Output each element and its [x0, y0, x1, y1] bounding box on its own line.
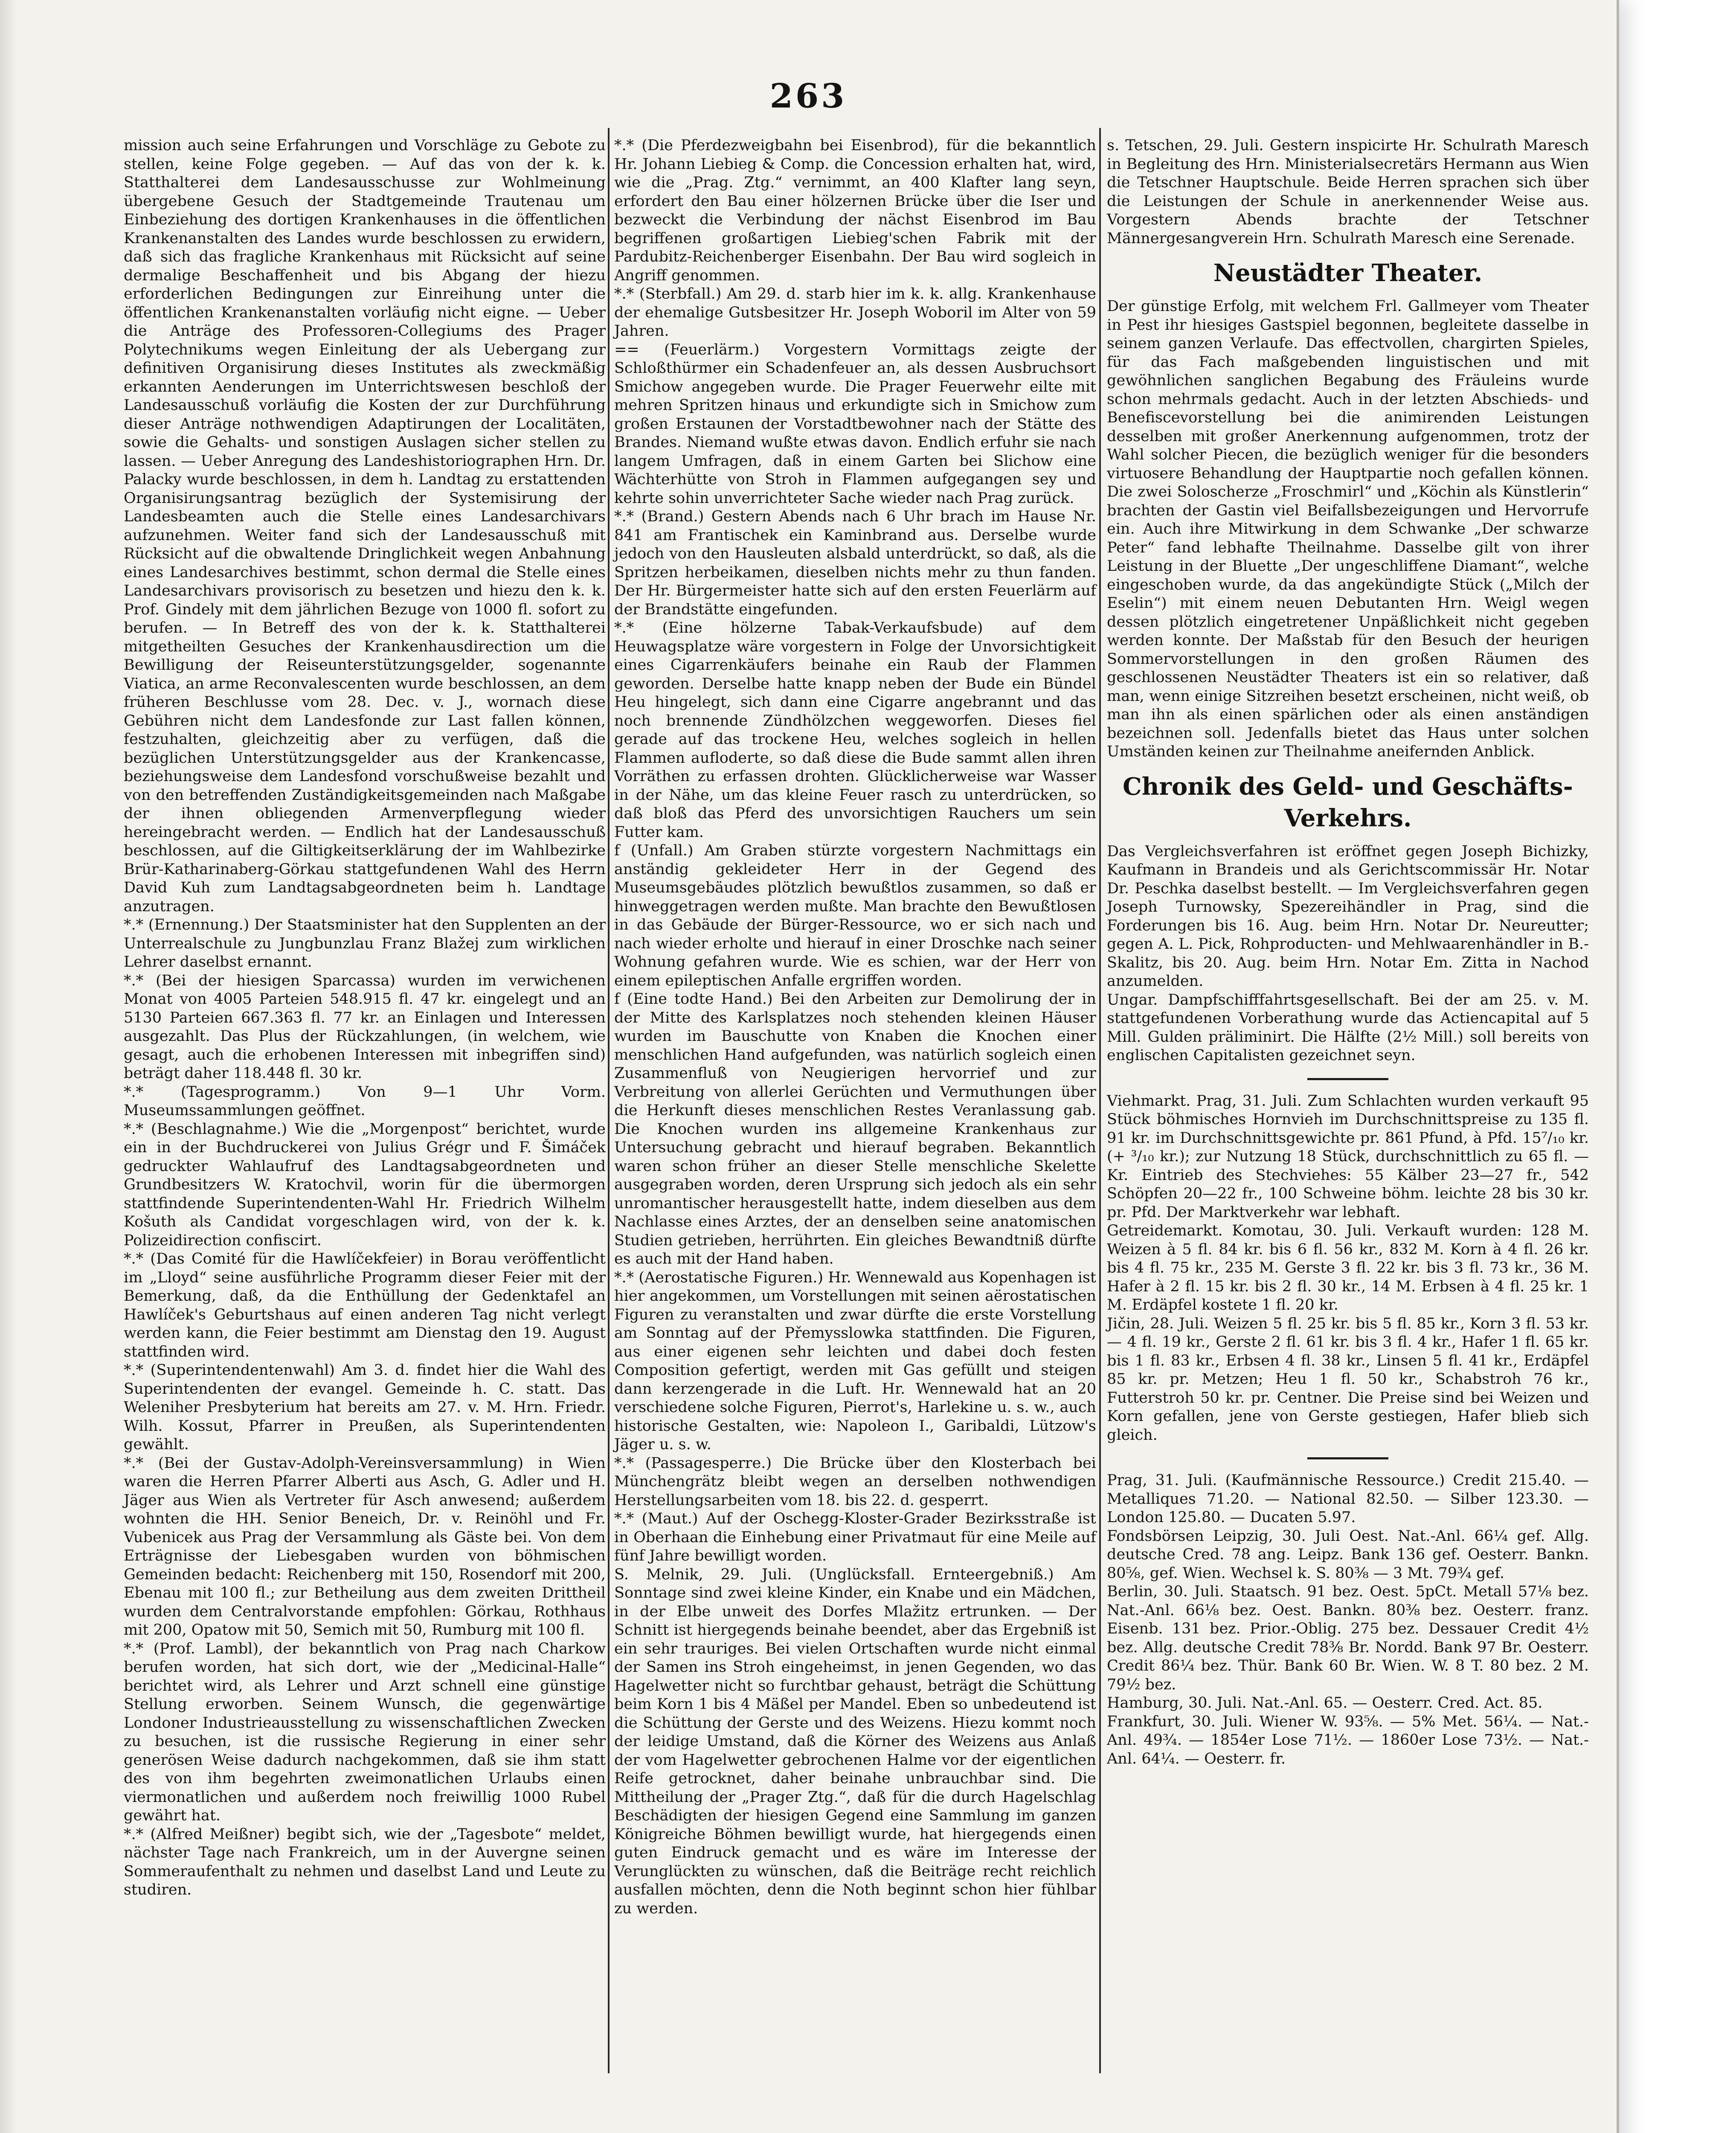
- separator-rule: [1307, 1457, 1388, 1459]
- article-paragraph: *.* (Superintendentenwahl) Am 3. d. findet hier die Wahl des Superintendenten der evangel. Gemeinde h. C. statt. Das Weleniher Presbyterium hat bereits am 27. v. M. Hrn. Friedr. Wilh. Kossut, Pfarrer in Preußen, als Superintendenten gewählt.: [124, 1362, 606, 1453]
- column-2: [614, 137, 1096, 1918]
- exchange-report: Hamburg, 30. Juli. Nat.-Anl. 65. — Oesterr. Cred. Act. 85.: [1107, 1694, 1543, 1712]
- page-edge-shadow: [0, 0, 17, 2133]
- exchange-report: Prag, 31. Juli. (Kaufmännische Ressource.) Credit 215.40. — Metalliques 71.20. — National 82.50. — Silber 123.30. — London 125.80. — Ducaten 5.97.: [1107, 1472, 1589, 1526]
- article-paragraph: *.* (Die Pferdezweigbahn bei Eisenbrod), für die bekanntlich Hr. Johann Liebieg & Comp. die Concession erhalten hat, wird, wie die „Prag. Ztg.“ vernimmt, an 400 Klafter lang seyn, erfordert den Bau einer hölzernen Brücke über die Iser und bezweckt die Verbindung der nächst Eisenbrod im Bau begriffenen großartigen Liebieg'schen Fabrik mit der Pardubitz-Reichenberger Eisenbahn. Der Bau wird sogleich in Angriff genommen.: [614, 137, 1096, 284]
- market-report: Viehmarkt. Prag, 31. Juli. Zum Schlachten wurden verkauft 95 Stück böhmisches Hornvieh im Durchschnittspreise zu 135 fl. 91 kr. im Durchschnittsgewichte pr. 861 Pfund, à Pfd. 15⁷/₁₀ kr. (+ ³/₁₀ kr.); zur Nutzung 18 Stück, durchschnittlich zu 65 fl. — Kr. Eintrieb des Stechviehes: 55 Kälber 23—27 fr., 542 Schöpfen 20—22 fr., 100 Schweine böhm. leichte 28 bis 30 kr. pr. Pfd. Der Marktverkehr war lebhaft.: [1107, 1092, 1589, 1221]
- column-3: [1107, 137, 1589, 1768]
- article-paragraph: f (Unfall.) Am Graben stürzte vorgestern Nachmittags ein anständig gekleideter Herr in der Gegend des Museumsgebäudes plötzlich bewußtlos zusammen, so daß er hinweggetragen werden mußte. Man brachte den Bewußtlosen in das Gebäude der Bürger-Ressource, wo er sich nach und nach wieder erholte und hierauf in einer Droschke nach seiner Wohnung gefahren wurde. Wie es schien, war der Herr von einem epileptischen Anfalle ergriffen worden.: [614, 842, 1096, 989]
- article-paragraph: Das Vergleichsverfahren ist eröffnet gegen Joseph Bichizky, Kaufmann in Brandeis und als Gerichtscommissär Hr. Notar Dr. Peschka daselbst bestellt. — Im Vergleichsverfahren gegen Joseph Turnowsky, Spezereihändler in Prag, sind die Forderungen bis 16. Aug. beim Hrn. Notar Dr. Neureutter; gegen A. L. Pick, Rohproducten- und Mehlwaarenhändler in B.-Skalitz, bis 20. Aug. beim Hrn. Notar Em. Zitta in Nachod anzumelden.: [1107, 843, 1589, 990]
- article-paragraph: mission auch seine Erfahrungen und Vorschläge zu Gebote zu stellen, keine Folge gegeben. — Auf das von der k. k. Statthalterei dem Landesausschusse zur Wohlmeinung übergebene Gesuch der Stadtgemeinde Trautenau um Einbeziehung des dortigen Krankenhauses in die öffentlichen Krankenanstalten des Landes wurde beschlossen zu erwidern, daß sich das fragliche Krankenhaus mit Rücksicht auf seine dermalige Beschaffenheit und bis Abgang der hiezu erforderlichen Bedingungen zur Einreihung unter die öffentlichen Krankenanstalten vorläufig nicht eigne. — Ueber die Anträge des Professoren-Collegiums des Prager Polytechnikums wegen Einleitung der als Uebergang zur definitiven Organisirung dieses Institutes als zweckmäßig erkannten Aenderungen im Unterrichtswesen beschloß der Landesausschuß vorläufig die Kosten der zur Durchführung dieser Anträge nothwendigen Adaptirungen der Localitäten, sowie die Gehalts- und sonstigen Auslagen sicher stellen zu lassen. — Ueber Anregung des Landeshistoriographen Hrn. Dr. Palacky wurde beschlossen, in dem h. Landtag zu erstattenden Organisirungsantrag bezüglich der Systemisirung der Landesbeamten auch die Stelle eines Landesarchivars aufzunehmen. Weiter fand sich der Landesausschuß mit Rücksicht auf die obwaltende Dringlichkeit wegen Anbahnung eines Landesarchives bestimmt, schon dermal die Stelle eines Landesarchivars provisorisch zu besetzen und hiezu den k. k. Prof. Gindely mit dem jährlichen Bezuge von 1000 fl. sofort zu berufen. — In Betreff des von der k. k. Statthalterei mitgetheilten Gesuches der Krankenhausdirection um die Bewilligung der Reiseunterstützungsgelder, sogenannte Viatica, an arme Reconvalescenten wurde beschlossen, an dem früheren Beschlusse vom 28. Dec. v. J., wornach diese Gebühren nicht dem Landesfonde zur Last fallen können, festzuhalten, gleichzeitig aber zu verfügen, daß die bezüglichen Unterstützungsgelder aus der Krankencasse, beziehungsweise dem Landesfond vorschußweise bezahlt und von den betreffenden Zuständigkeitsgemeinden nach Maßgabe der ihnen obliegenden Armenverpflegung wieder hereingebracht werden. — Endlich hat der Landesausschuß beschlossen, auf die Giltigkeitserklärung der im Wahlbezirke Brür-Katharinaberg-Görkau stattgefundenen Wahl des Herrn David Kuh zum Landtagsabgeordneten beim h. Landtage anzutragen.: [124, 137, 606, 915]
- article-paragraph: *.* (Bei der hiesigen Sparcassa) wurden im verwichenen Monat von 4005 Parteien 548.915 fl. 47 kr. eingelegt und an 5130 Parteien 667.363 fl. 77 kr. an Einlagen und Interessen ausgezahlt. Das Plus der Rückzahlungen, (in welchem, wie gesagt, auch die erhobenen Interessen mit inbegriffen sind) beträgt daher 118.448 fl. 30 kr.: [124, 972, 606, 1082]
- page-number: 263: [769, 77, 847, 116]
- article-paragraph: *.* (Das Comité für die Hawlíčekfeier) in Borau veröffentlicht im „Lloyd“ seine ausführliche Programm dieser Feier mit der Bemerkung, daß, da die Enthüllung der Gedenktafel an Hawlíček's Geburtshaus auf einen anderen Tag nicht verlegt werden kann, die Feier bestimmt am Dienstag den 19. August stattfinden wird.: [124, 1250, 606, 1360]
- article-paragraph: *.* (Sterbfall.) Am 29. d. starb hier im k. k. allg. Krankenhause der ehemalige Gutsbesitzer Hr. Joseph Woboril im Alter von 59 Jahren.: [614, 285, 1096, 340]
- article-paragraph: *.* (Prof. Lambl), der bekanntlich von Prag nach Charkow berufen worden, hat sich dort, wie der „Medicinal-Halle“ berichtet wird, als Lehrer und Arzt schnell eine günstige Stellung erworben. Seinem Wunsch, die gegenwärtige Londoner Industrieausstellung zu wissenschaftlichen Zwecken zu besuchen, ist die russische Regierung in einer sehr generösen Weise dadurch nachgekommen, daß sie ihm statt des von ihm begehrten zweimonatlichen Urlaubs einen viermonatlichen und außerdem noch freiwillig 1000 Rubel gewährt hat.: [124, 1640, 606, 1824]
- exchange-report: Fondsbörsen Leipzig, 30. Juli Oest. Nat.-Anl. 66¼ gef. Allg. deutsche Cred. 78 ang. Leipz. Bank 136 gef. Oesterr. Bankn. 80⅝, gef. Wien. Wechsel k. S. 80⅜ — 3 Mt. 79¾ gef.: [1107, 1527, 1589, 1582]
- article-paragraph: s. Tetschen, 29. Juli. Gestern inspicirte Hr. Schulrath Maresch in Begleitung des Hrn. Ministerialsecretärs Hermann aus Wien die Tetschner Hauptschule. Beide Herren sprachen sich über die Leistungen der Schule in anerkennender Weise aus. Vorgestern Abends brachte der Tetschner Männergesangverein Hrn. Schulrath Maresch eine Serenade.: [1107, 137, 1589, 247]
- article-paragraph: *.* (Tagesprogramm.) Von 9—1 Uhr Vorm. Museumssammlungen geöffnet.: [124, 1083, 606, 1119]
- article-paragraph: *.* (Brand.) Gestern Abends nach 6 Uhr brach im Hause Nr. 841 am Frantischek ein Kaminbrand aus. Derselbe wurde jedoch von den Hausleuten alsbald unterdrückt, so daß, als die Spritzen herbeikamen, dieselben nichts mehr zu thun fanden. Der Hr. Bürgermeister hatte sich auf den ersten Feuerlärm auf der Brandstätte eingefunden.: [614, 508, 1096, 618]
- article-paragraph: *.* (Alfred Meißner) begibt sich, wie der „Tagesbote“ meldet, nächster Tage nach Frankreich, um in der Auvergne seinen Sommeraufenthalt zu nehmen und daselbst Land und Leute zu studiren.: [124, 1825, 606, 1898]
- market-report: Jičin, 28. Juli. Weizen 5 fl. 25 kr. bis 5 fl. 85 kr., Korn 3 fl. 53 kr. — 4 fl. 19 kr., Gerste 2 fl. 61 kr. bis 3 fl. 4 kr., Hafer 1 fl. 65 kr. bis 1 fl. 83 kr., Erbsen 4 fl. 38 kr., Linsen 5 fl. 41 kr., Erdäpfel 85 kr. pr. Metzen; Heu 1 fl. 50 kr., Schabstroh 76 kr., Futterstroh 50 kr. pr. Centner. Die Preise sind bei Weizen und Korn gefallen, jene von Gerste gestiegen, Hafer blieb sich gleich.: [1107, 1315, 1589, 1444]
- article-paragraph: S. Melnik, 29. Juli. (Unglücksfall. Ernteergebniß.) Am Sonntage sind zwei kleine Kinder, ein Knabe und ein Mädchen, in der Elbe unweit des Dorfes Mlažitz ertrunken. — Der Schnitt ist hiergegends beinahe beendet, aber das Ergebniß ist ein sehr trauriges. Bei vielen Ortschaften wurde nicht einmal der Samen ins Stroh eingeheimst, in jenen Gegenden, wo das Hagelwetter nicht so furchtbar gehaust, beträgt die Schüttung beim Korn 1 bis 4 Mäßel per Mandel. Eben so unbedeutend ist die Schüttung der Gerste und des Weizens. Hiezu kommt noch der leidige Umstand, daß die Körner des Weizens aus Anlaß der vom Hagelwetter gebrochenen Halme vor der eigentlichen Reife getrocknet, daher beinahe unbrauchbar sind. Die Mittheilung der „Prager Ztg.“, daß für die durch Hagelschlag Beschädigten der hiesigen Gegend eine Sammlung im ganzen Königreiche Böhmen bewilligt wurde, hat hiergegends einen guten Eindruck gemacht und es wäre im Interesse der Verunglückten zu wünschen, daß die Beiträge recht reichlich ausfallen möchten, denn die Noth beginnt schon hier fühlbar zu werden.: [614, 1566, 1096, 1917]
- article-paragraph: Der günstige Erfolg, mit welchem Frl. Gallmeyer vom Theater in Pest ihr hiesiges Gastspiel begonnen, begleitete dasselbe in seinem ganzen Verlaufe. Das effectvollen, chargirten Spieles, für das Fach maßgebenden linguistischen und mit gewöhnlichen sanglichen Begabung des Fräuleins wurde schon mehrmals gedacht. Auch in der letzten Abschieds- und Benefiscevorstellung bei die animirenden Leistungen desselben mit großer Anerkennung aufgenommen, trotz der Wahl solcher Piecen, die bezüglich weniger für die besonders virtuosere Behandlung der Hauptpartie noch gefallen können. Die zwei Soloscherze „Froschmirl“ und „Köchin als Künstlerin“ brachten der Gastin viel Beifallsbezeigungen und Hervorrufe ein. Auch ihre Mitwirkung in dem Schwanke „Der schwarze Peter“ fand lebhafte Theilnahme. Dasselbe gilt von ihrer Leistung in der Bluette „Der ungeschliffene Diamant“, welche eingeschoben wurde, da das angekündigte Stück („Milch der Eselin“) mit einem neuen Debutanten Hrn. Weigl wegen dessen plötzlich eingetretener Unpäßlichkeit nicht gegeben werden konnte. Der Maßstab für den Besuch der heurigen Sommervorstellungen in den großen Räumen des geschlossenen Neustädter Theaters ist ein so relativer, daß man, wenn einige Sitzreihen besetzt erscheinen, nicht weiß, ob man ihn als einen spärlichen oder als einen anständigen bezeichnen soll. Jedenfalls bietet das Haus unter solchen Umständen keinen zur Theilnahme aneifernden Anblick.: [1107, 298, 1589, 760]
- article-paragraph: *.* (Ernennung.) Der Staatsminister hat den Supplenten an der Unterrealschule zu Jungbunzlau Franz Blažej zum wirklichen Lehrer daselbst ernannt.: [124, 916, 606, 971]
- market-report: Getreidemarkt. Komotau, 30. Juli. Verkauft wurden: 128 M. Weizen à 5 fl. 84 kr. bis 6 fl. 56 kr., 832 M. Korn à 4 fl. 26 kr. bis 4 fl. 75 kr., 235 M. Gerste 3 fl. 22 kr. bis 3 fl. 73 kr., 36 M. Hafer à 2 fl. 15 kr. bis 2 fl. 30 kr., 14 M. Erbsen à 4 fl. 25 kr. 1 M. Erdäpfel kostete 1 fl. 20 kr.: [1107, 1222, 1589, 1314]
- article-paragraph: f (Eine todte Hand.) Bei den Arbeiten zur Demolirung der in der Mitte des Karlsplatzes noch stehenden kleinen Häuser wurden im Bauschutte von Knaben die Knochen einer menschlichen Hand aufgefunden, was natürlich sogleich einen Zusammenfluß von Neugierigen hervorrief und zur Verbreitung von allerlei Gerüchten und Vermuthungen über die Herkunft dieses menschlichen Restes Veranlassung gab. Die Knochen wurden ins allgemeine Krankenhaus zur Untersuchung gebracht und hierauf begraben. Bekanntlich waren schon früher an dieser Stelle menschliche Skelette ausgegraben worden, deren Ursprung sich jedoch als ein sehr unromantischer herausgestellt hatte, indem dieselben aus dem Nachlasse eines Arztes, der an denselben seine anatomischen Studien getrieben, herrührten. Ein gleiches Bewandtniß dürfte es auch mit der Hand haben.: [614, 991, 1096, 1267]
- article-paragraph: Ungar. Dampfschifffahrtsgesellschaft. Bei der am 25. v. M. stattgefundenen Vorberathung wurde das Actiencapital auf 5 Mill. Gulden präliminirt. Die Hälfte (2½ Mill.) soll bereits von englischen Capitalisten gezeichnet seyn.: [1107, 991, 1589, 1064]
- article-paragraph: == (Feuerlärm.) Vorgestern Vormittags zeigte der Schloßthürmer ein Schadenfeuer an, als dessen Ausbruchsort Smichow angegeben wurde. Die Prager Feuerwehr eilte mit mehren Spritzen hinaus und erkundigte sich in Smichow zum großen Erstaunen der Vorstadtbewohner nach der Stätte des Brandes. Niemand wußte etwas davon. Endlich erfuhr sie nach langem Umfragen, daß in einem Garten bei Slichow eine Wächterhütte von Stroh in Flammen aufgegangen sey und kehrte sohin unverrichteter Sache wieder nach Prag zurück.: [614, 341, 1096, 507]
- section-heading-chronik: Chronik des Geld- und Geschäfts-Verkehrs.: [1123, 772, 1573, 832]
- column-rule: [1099, 128, 1101, 2073]
- article-paragraph: *.* (Passagesperre.) Die Brücke über den Klosterbach bei Münchengrätz bleibt wegen an derselben nothwendigen Herstellungsarbeiten vom 18. bis 22. d. gesperrt.: [614, 1454, 1096, 1509]
- exchange-report: Frankfurt, 30. Juli. Wiener W. 93⅝. — 5% Met. 56¼. — Nat.-Anl. 49¾. — 1854er Lose 71½. — 1860er Lose 73½. — Nat.-Anl. 64¼. — Oesterr. fr.: [1107, 1713, 1589, 1767]
- article-paragraph: *.* (Aerostatische Figuren.) Hr. Wennewald aus Kopenhagen ist hier angekommen, um Vorstellungen mit seinen aërostatischen Figuren zu veranstalten und zwar dürfte die erste Vorstellung am Sonntag auf der Přemysslowka stattfinden. Die Figuren, aus einer eigenen sehr leichten und dabei doch festen Composition gefertigt, werden mit Gas gefüllt und steigen dann kerzengerade in die Luft. Hr. Wennewald hat an 20 verschiedene solche Figuren, Pierrot's, Harlekine u. s. w., auch historische Gestalten, wie: Napoleon I., Garibaldi, Lützow's Jäger u. s. w.: [614, 1269, 1096, 1453]
- article-paragraph: *.* (Bei der Gustav-Adolph-Vereinsversammlung) in Wien waren die Herren Pfarrer Alberti aus Asch, G. Adler und H. Jäger aus Wien als Vertreter für Asch anwesend; außerdem wohnten die HH. Senior Beneich, Dr. v. Reinöhl und Fr. Vubenicek aus Prag der Versammlung als Gäste bei. Von dem Erträgnisse der Liebesgaben wurden von böhmischen Gemeinden bedacht: Reichenberg mit 150, Rosendorf mit 200, Ebenau mit 100 fl.; zur Betheilung aus dem zweiten Drittheil wurden dem Centralvorstande empfohlen: Görkau, Rothhaus mit 200, Opatow mit 50, Semich mit 50, Rumburg mit 100 fl.: [124, 1454, 606, 1639]
- column-rule: [608, 128, 610, 2073]
- separator-rule: [1307, 1078, 1388, 1080]
- section-heading-theater: Neustädter Theater.: [1213, 259, 1483, 287]
- article-paragraph: *.* (Eine hölzerne Tabak-Verkaufsbude) auf dem Heuwagsplatze wäre vorgestern in Folge der Unvorsichtigkeit eines Cigarrenkäufers beinahe ein Raub der Flammen geworden. Derselbe hatte knapp neben der Bude ein Bündel Heu hingelegt, sich dann eine Cigarre angebrannt und das noch brennende Zündhölzchen weggeworfen. Dieses fiel gerade auf das trockene Heu, welches sogleich in hellen Flammen aufloderte, so daß diese die Bude sammt allen ihren Vorräthen zu erfassen drohten. Glücklicherweise war Wasser in der Nähe, um das kleine Feuer rasch zu unterdrücken, so daß bloß das Pferd des unvorsichtigen Rauchers um sein Futter kam.: [614, 619, 1096, 841]
- column-1: [124, 137, 606, 1900]
- exchange-report: Berlin, 30. Juli. Staatsch. 91 bez. Oest. 5pCt. Metall 57⅛ bez. Nat.-Anl. 66⅛ bez. Oest. Bankn. 80⅜ bez. Oesterr. franz. Eisenb. 131 bez. Prior.-Oblig. 275 bez. Dessauer Credit 4½ bez. Allg. deutsche Credit 78⅜ Br. Nordd. Bank 97 Br. Oesterr. Credit 86¼ bez. Thür. Bank 60 Br. Wien. W. 8 T. 80 bez. 2 M. 79½ bez.: [1107, 1583, 1589, 1693]
- article-paragraph: *.* (Maut.) Auf der Oschegg-Kloster-Grader Bezirksstraße ist in Oberhaan die Einhebung einer Privatmaut für eine Meile auf fünf Jahre bewilligt worden.: [614, 1510, 1096, 1564]
- article-paragraph: *.* (Beschlagnahme.) Wie die „Morgenpost“ berichtet, wurde ein in der Buchdruckerei von Julius Grégr und F. Šimáček gedruckter Wahlaufruf des Landtagsabgeordneten und Grundbesitzers W. Kratochvil, worin für die übermorgen stattfindende Superintendenten-Wahl Hr. Friedrich Wilhelm Košuth als Candidat vorgeschlagen wird, von der k. k. Polizeidirection confiscirt.: [124, 1120, 606, 1249]
